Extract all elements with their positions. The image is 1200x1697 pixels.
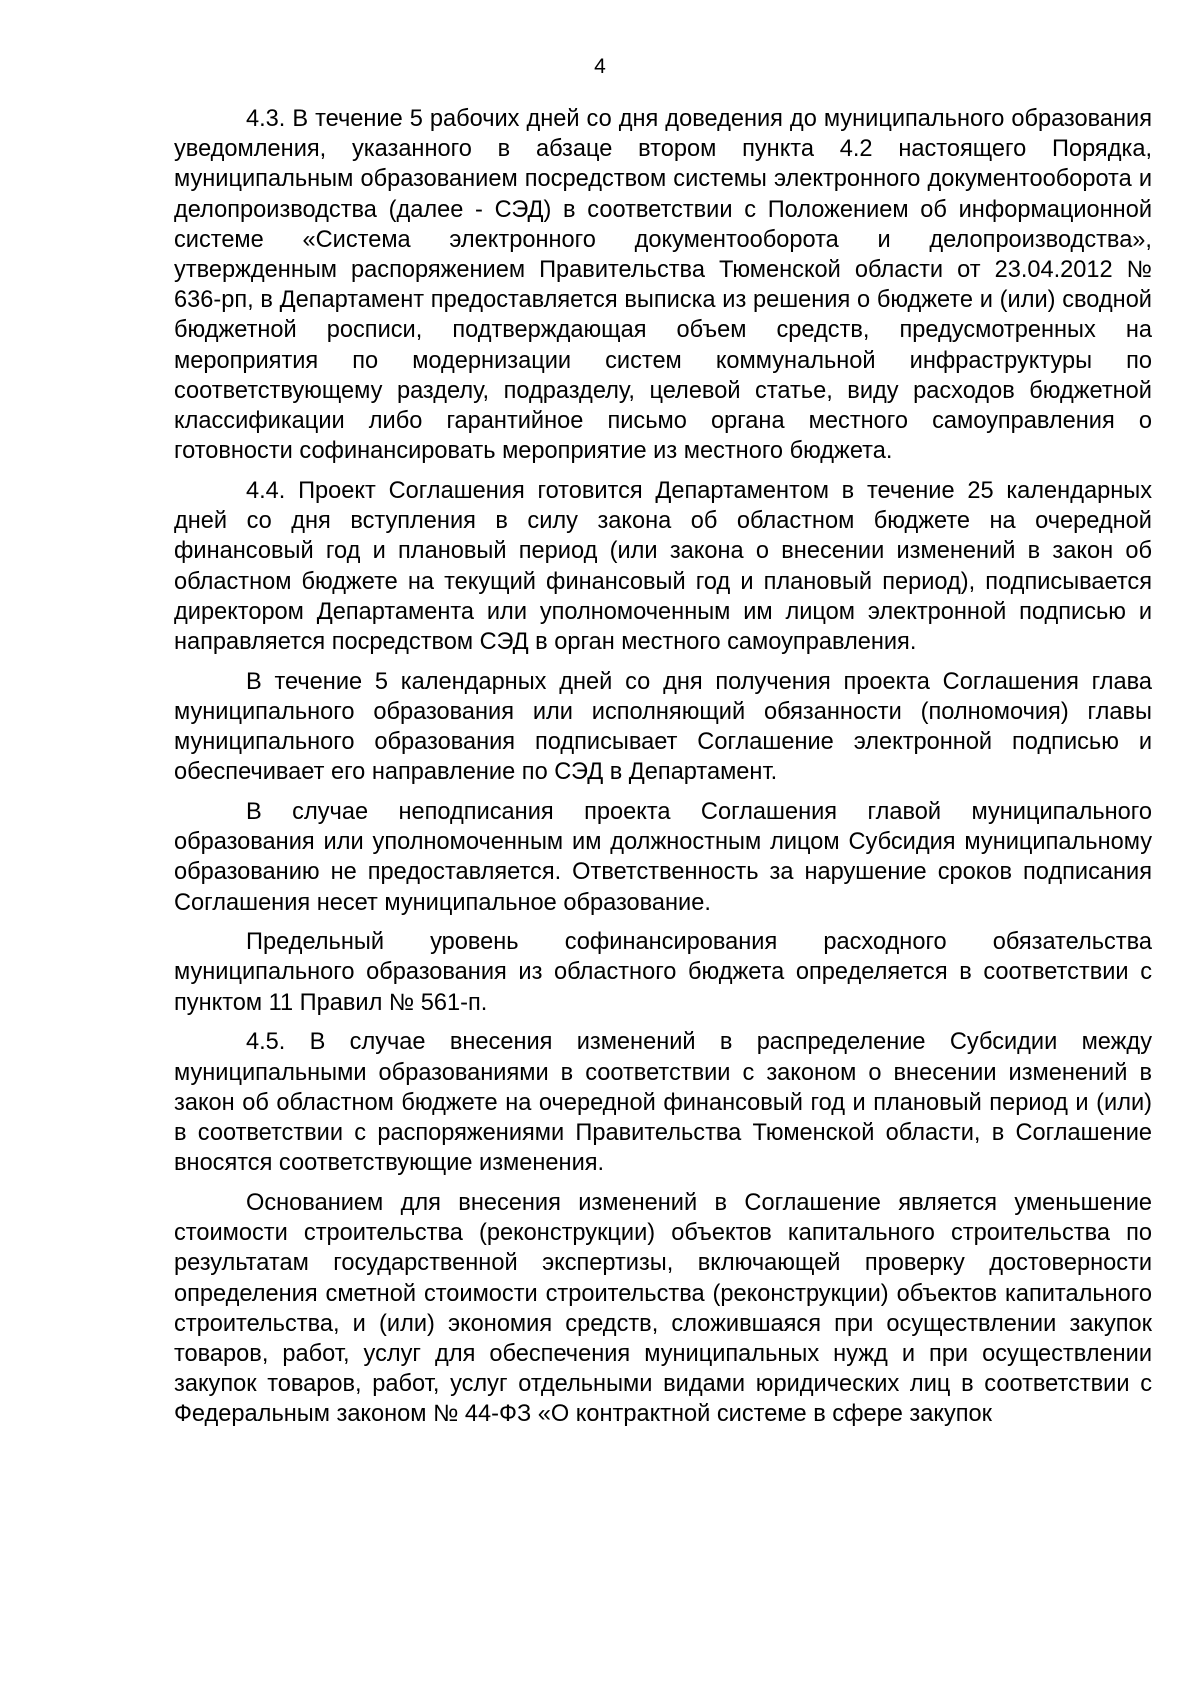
page-number: 4: [594, 55, 606, 78]
paragraph-4-4: 4.4. Проект Соглашения готовится Департаментом в течение 25 календарных дней со дня вступления в силу закона об областном бюджете на очередной финансовый год и плановый период (или закона о внесении изменений в закон об областном бюджете на текущий финансовый год и плановый период), подписывается директором Департамента или уполномоченным им лицом электронной подписью и направляется посредством СЭД в орган местного самоуправления.: [174, 477, 1152, 655]
paragraph-non-signing: В случае неподписания проекта Соглашения главой муниципального образования или уполномоченным им должностным лицом Субсидия муниципальному образованию не предоставляется. Ответственность за нарушение сроков подписания Соглашения несет муниципальное образование.: [174, 798, 1152, 916]
paragraph-4-5: 4.5. В случае внесения изменений в распределение Субсидии между муниципальными образованиями в соответствии с законом о внесении изменений в закон об областном бюджете на очередной финансовый год и плановый период и (или) в соответствии с распоряжениями Правительства Тюменской области, в Соглашение вносятся соответствующие изменения.: [174, 1029, 1152, 1177]
paragraph-grounds-for-changes: Основанием для внесения изменений в Соглашение является уменьшение стоимости строительства (реконструкции) объектов капитального строительства по результатам государственной экспертизы, включающей проверку достоверности определения сметной стоимости строительства (реконструкции) объектов капитального строительства, и (или) экономия средств, сложившаяся при осуществлении закупок товаров, работ, услуг для обеспечения муниципальных нужд и при осуществлении закупок товаров, работ, услуг отдельными видами юридических лиц в соответствии с Федеральным законом № 44-ФЗ «О контрактной системе в сфере закупок: [174, 1189, 1152, 1428]
document-body: [174, 104, 1152, 1430]
paragraph-cofinancing-level: Предельный уровень софинансирования расходного обязательства муниципального образования из областного бюджета определяется в соответствии с пунктом 11 Правил № 561-п.: [174, 929, 1152, 1016]
paragraph-signing-term: В течение 5 календарных дней со дня получения проекта Соглашения глава муниципального образования или исполняющий обязанности (полномочия) главы муниципального образования подписывает Соглашение электронной подписью и обеспечивает его направление по СЭД в Департамент.: [174, 668, 1152, 786]
paragraph-4-3: 4.3. В течение 5 рабочих дней со дня доведения до муниципального образования уведомления, указанного в абзаце втором пункта 4.2 настоящего Порядка, муниципальным образованием посредством системы электронного документооборота и делопроизводства (далее - СЭД) в соответствии с Положением об информационной системе «Система электронного документооборота и делопроизводства», утвержденным распоряжением Правительства Тюменской области от 23.04.2012 № 636-рп, в Департамент предоставляется выписка из решения о бюджете и (или) сводной бюджетной росписи, подтверждающая объем средств, предусмотренных на мероприятия по модернизации систем коммунальной инфраструктуры по соответствующему разделу, подразделу, целевой статье, виду расходов бюджетной классификации либо гарантийное письмо органа местного самоуправления о готовности софинансировать мероприятие из местного бюджета.: [174, 106, 1152, 465]
